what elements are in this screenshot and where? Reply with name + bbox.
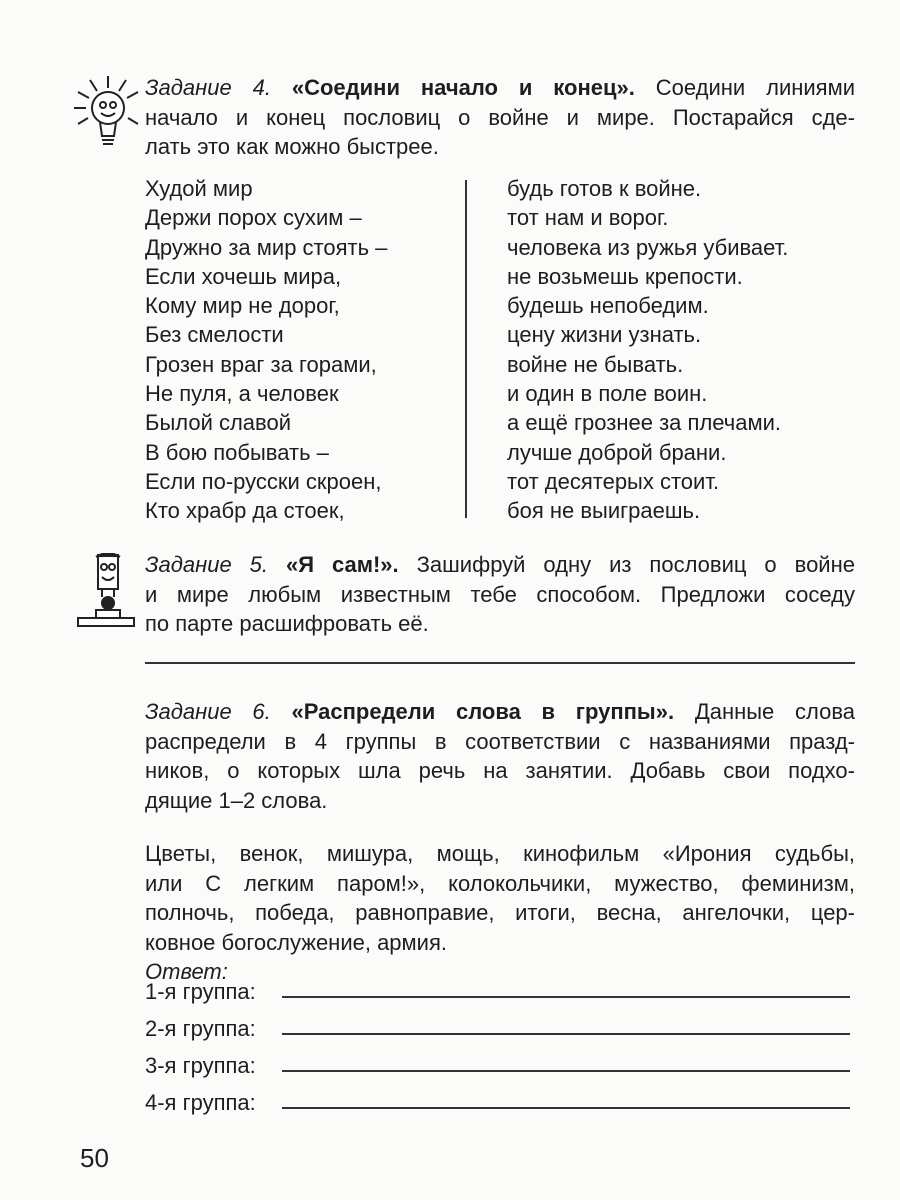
task5 [145, 550, 855, 639]
task-text: начало и конец пословиц о войне и мире. Постарайся сде- [145, 104, 855, 130]
task-text: Данные слова [694, 699, 856, 724]
task-text: и мире любым известным тебе способом. Предложи соседу [145, 581, 855, 607]
answer-line[interactable] [145, 662, 855, 664]
proverb-end: тот нам и ворог. [507, 205, 669, 231]
task-text: лать это как можно быстрее. [145, 134, 439, 159]
task-text: дящие 1–2 слова. [145, 787, 328, 813]
task-title: «Распредели слова в группы». [291, 699, 675, 724]
proverb-end: не возьмешь крепости. [507, 263, 743, 289]
page-number: 50 [80, 1143, 109, 1173]
task-text: Зашифруй одну из пословиц о войне [416, 552, 855, 577]
proverb-end: человека из ружья убивает. [507, 234, 789, 260]
group-answer-line[interactable] [282, 996, 850, 998]
task-text: ников, о которых шла речь на занятии. Добавь свои подхо- [145, 758, 855, 783]
group-answer-line[interactable] [282, 1070, 850, 1072]
word-list-line: Цветы, венок, мишура, мощь, кинофильм «Ирония судьбы, [145, 841, 855, 866]
task4 [145, 73, 855, 162]
proverb-end: будь готов к войне. [507, 176, 702, 201]
word-list-line: полночь, победа, равноправие, итоги, весна, ангелочки, цер- [145, 900, 855, 925]
group-label: 1-я группа: [145, 979, 256, 1004]
column-divider [465, 180, 467, 518]
proverb-end: тот десятерых стоит. [507, 468, 720, 494]
proverb-end: боя не выиграешь. [507, 498, 701, 524]
task6 [145, 697, 855, 815]
word-list [145, 839, 855, 987]
proverb-start: Кто храбр да стоек, [145, 498, 345, 524]
proverb-end: и один в поле воин. [507, 381, 708, 407]
lightbulb-icon [72, 74, 144, 156]
proverb-start: Без смелости [145, 322, 284, 348]
proverb-start: Держи порох сухим – [145, 205, 362, 231]
proverb-start: Если по-русски скроен, [145, 468, 382, 494]
word-list-line: или С легким паром!», колокольчики, мужество, феминизм, [145, 870, 855, 896]
task-title: «Я сам!». [285, 552, 399, 577]
word-list-line: ковное богослужение, армия. [145, 929, 447, 955]
task-label: Задание 4. [145, 75, 271, 100]
proverb-endings [507, 174, 788, 526]
task-label: Задание 5. [145, 552, 269, 577]
group-label: 3-я группа: [145, 1053, 256, 1078]
task-text: по парте расшифровать её. [145, 611, 429, 636]
task-text: Соедини линиями [655, 75, 855, 100]
proverb-end: будешь непобедим. [507, 293, 709, 319]
task-title: «Соедини начало и конец». [291, 75, 635, 100]
proverb-start: Худой мир [145, 176, 253, 201]
proverb-start: Кому мир не дорог, [145, 293, 340, 319]
proverb-beginnings [145, 174, 387, 526]
group-answer-line[interactable] [282, 1107, 850, 1109]
character-on-pedestal-icon [76, 553, 138, 633]
proverb-end: войне не бывать. [507, 351, 684, 377]
task-text: распредели в 4 группы в соответствии с названиями празд- [145, 728, 855, 754]
answer-label: Ответ: [145, 959, 228, 984]
proverb-end: а ещё грознее за плечами. [507, 410, 782, 436]
group-label: 2-я группа: [145, 1016, 256, 1041]
proverb-start: Грозен враг за горами, [145, 351, 377, 377]
proverb-start: Если хочешь мира, [145, 263, 342, 289]
proverb-start: Былой славой [145, 410, 292, 436]
proverb-end: лучше доброй брани. [507, 439, 727, 465]
task-label: Задание 6. [145, 699, 271, 724]
proverb-start: Дружно за мир стоять – [145, 234, 388, 260]
group-label: 4-я группа: [145, 1090, 256, 1115]
group-answer-line[interactable] [282, 1033, 850, 1035]
proverb-start: В бою побывать – [145, 439, 329, 465]
proverb-start: Не пуля, а человек [145, 381, 339, 407]
proverb-end: цену жизни узнать. [507, 322, 702, 348]
